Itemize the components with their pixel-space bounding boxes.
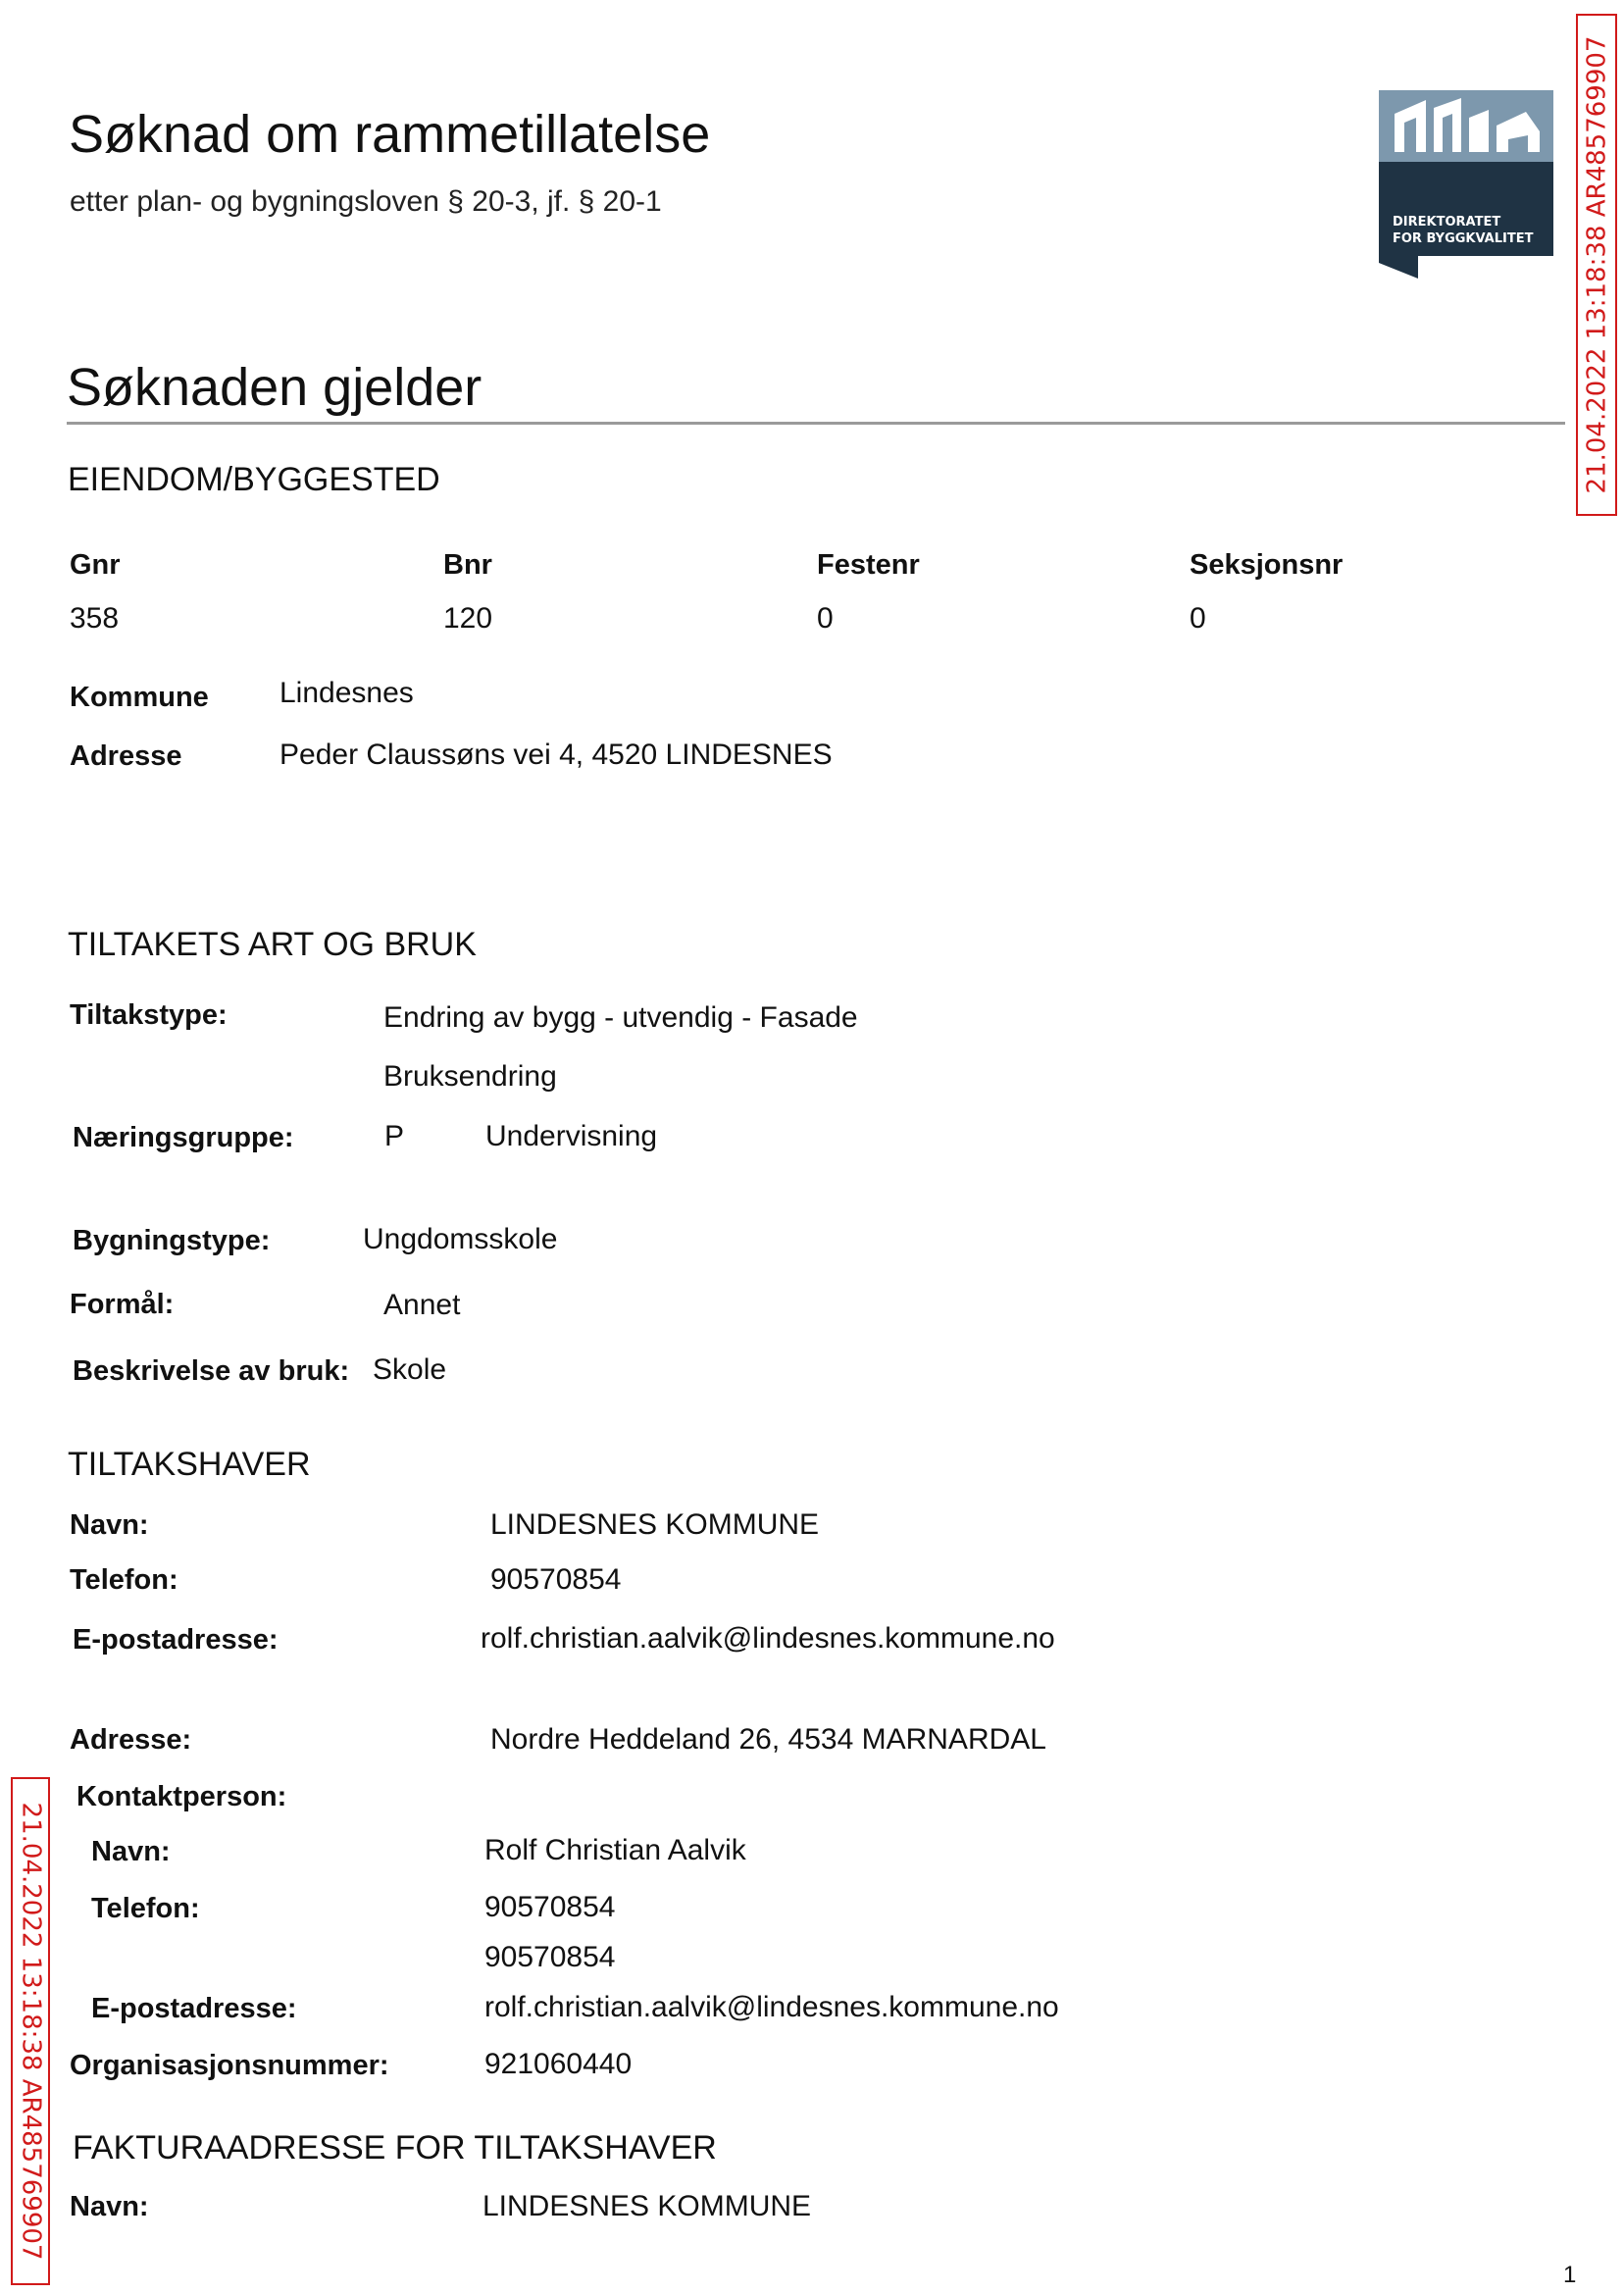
kontakt-telefon-label: Telefon: bbox=[91, 1893, 200, 1924]
naeringsgruppe-name: Undervisning bbox=[485, 1120, 658, 1152]
tiltakstype-value-1: Endring av bygg - utvendig - Fasade bbox=[383, 1001, 858, 1034]
bygningstype-label: Bygningstype: bbox=[73, 1225, 271, 1256]
beskrivelse-label: Beskrivelse av bruk: bbox=[73, 1355, 350, 1387]
section-title: Søknaden gjelder bbox=[67, 358, 482, 417]
tiltakshaver-telefon-label: Telefon: bbox=[70, 1564, 178, 1596]
page-number: 1 bbox=[1563, 2262, 1577, 2288]
kontakt-epost-label: E-postadresse: bbox=[91, 1993, 297, 2024]
tiltakshaver-heading: TILTAKSHAVER bbox=[68, 1446, 311, 1483]
tiltakshaver-navn-label: Navn: bbox=[70, 1509, 149, 1541]
kontaktperson-label: Kontaktperson: bbox=[76, 1781, 287, 1812]
tiltakshaver-telefon-value: 90570854 bbox=[490, 1563, 622, 1596]
adresse-value: Peder Claussøns vei 4, 4520 LINDESNES bbox=[279, 739, 833, 771]
document-subtitle: etter plan- og bygningsloven § 20-3, jf. § 20-1 bbox=[70, 185, 662, 218]
kontakt-telefon-value-1: 90570854 bbox=[484, 1891, 616, 1923]
logo-line-2: FOR BYGGKVALITET bbox=[1393, 231, 1534, 246]
festenr-label: Festenr bbox=[817, 549, 920, 581]
faktura-navn-label: Navn: bbox=[70, 2191, 149, 2222]
kommune-label: Kommune bbox=[70, 682, 209, 713]
kontakt-telefon-value-2: 90570854 bbox=[484, 1941, 616, 1973]
tiltakshaver-epost-value: rolf.christian.aalvik@lindesnes.kommune.no bbox=[481, 1622, 1055, 1655]
naeringsgruppe-code: P bbox=[384, 1120, 405, 1152]
eiendom-heading: EIENDOM/BYGGESTED bbox=[68, 461, 440, 498]
tiltakshaver-navn-value: LINDESNES KOMMUNE bbox=[490, 1508, 820, 1541]
registration-stamp-left bbox=[11, 1777, 50, 2285]
seksjonsnr-label: Seksjonsnr bbox=[1190, 549, 1344, 581]
tiltak-heading: TILTAKETS ART OG BRUK bbox=[68, 926, 477, 963]
bygningstype-value: Ungdomsskole bbox=[363, 1223, 558, 1255]
tiltakstype-value-2: Bruksendring bbox=[383, 1060, 557, 1093]
tiltakshaver-epost-label: E-postadresse: bbox=[73, 1624, 279, 1656]
orgnr-value: 921060440 bbox=[484, 2048, 633, 2080]
faktura-heading: FAKTURAADRESSE FOR TILTAKSHAVER bbox=[73, 2129, 717, 2167]
tiltakshaver-adresse-value: Nordre Heddeland 26, 4534 MARNARDAL bbox=[490, 1723, 1046, 1756]
stamp-text: 21.04.2022 13:18:38 AR485769907 bbox=[16, 1802, 45, 2261]
orgnr-label: Organisasjonsnummer: bbox=[70, 2050, 389, 2081]
kontakt-navn-label: Navn: bbox=[91, 1836, 171, 1867]
formal-label: Formål: bbox=[70, 1289, 175, 1320]
stamp-text: 21.04.2022 13:18:38 AR485769907 bbox=[1582, 35, 1611, 494]
kommune-value: Lindesnes bbox=[279, 677, 414, 709]
tiltakstype-label: Tiltakstype: bbox=[70, 999, 228, 1031]
faktura-navn-value: LINDESNES KOMMUNE bbox=[482, 2190, 812, 2222]
gnr-value: 358 bbox=[70, 602, 120, 635]
festenr-value: 0 bbox=[817, 602, 834, 635]
section-divider bbox=[67, 422, 1565, 425]
document-title: Søknad om rammetillatelse bbox=[69, 105, 711, 164]
seksjonsnr-value: 0 bbox=[1190, 602, 1206, 635]
registration-stamp-right bbox=[1576, 14, 1617, 516]
adresse-label: Adresse bbox=[70, 740, 182, 772]
bnr-value: 120 bbox=[443, 602, 493, 635]
kontakt-epost-value: rolf.christian.aalvik@lindesnes.kommune.no bbox=[484, 1991, 1059, 2023]
bnr-label: Bnr bbox=[443, 549, 492, 581]
dibk-logo bbox=[1379, 90, 1553, 279]
logo-line-1: DIREKTORATET bbox=[1393, 215, 1501, 229]
gnr-label: Gnr bbox=[70, 549, 121, 581]
tiltakshaver-adresse-label: Adresse: bbox=[70, 1724, 192, 1756]
naeringsgruppe-label: Næringsgruppe: bbox=[73, 1122, 294, 1153]
beskrivelse-value: Skole bbox=[373, 1353, 447, 1386]
formal-value: Annet bbox=[383, 1289, 461, 1321]
kontakt-navn-value: Rolf Christian Aalvik bbox=[484, 1834, 746, 1866]
